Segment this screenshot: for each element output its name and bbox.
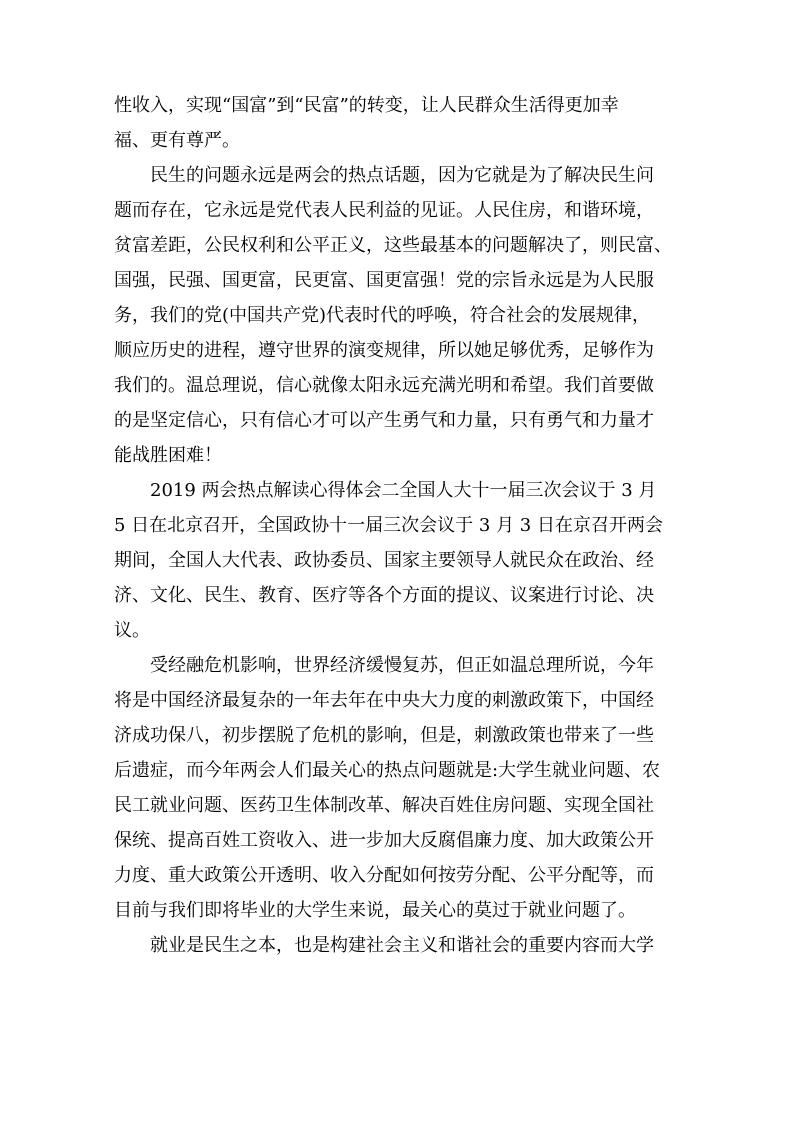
text-line-22: 保统、提高百姓工资收入、进一步加大反腐倡廉力度、加大政策公开 xyxy=(114,830,654,851)
text-line-8: 顺应历史的进程，遵守世界的演变规律，所以她足够优秀，足够作为 xyxy=(114,340,654,361)
text-line-1: 性收入，实现“国富”到“民富”的转变，让人民群众生活得更加幸 xyxy=(114,95,619,116)
text-line-4: 题而存在，它永远是党代表人民利益的见证。人民住房，和谐环境， xyxy=(114,200,654,221)
text-line-12: 2019 两会热点解读心得体会二全国人大十一届三次会议于 3 月 xyxy=(114,480,657,501)
text-line-16: 议。 xyxy=(114,620,150,641)
text-line-11: 能战胜困难！ xyxy=(114,445,222,466)
text-line-18: 将是中国经济最复杂的一年去年在中央大力度的刺激政策下，中国经 xyxy=(114,690,654,711)
text-line-13: 5 日在北京召开，全国政协十一届三次会议于 3 月 3 日在京召开两会 xyxy=(114,515,663,536)
text-line-17: 受经融危机影响，世界经济缓慢复苏，但正如温总理所说，今年 xyxy=(114,655,654,676)
text-line-19: 济成功保八，初步摆脱了危机的影响，但是，刺激政策也带来了一些 xyxy=(114,725,654,746)
text-line-6: 国强，民强、国更富，民更富、国更富强！党的宗旨永远是为人民服 xyxy=(114,270,654,291)
text-line-9: 我们的。温总理说，信心就像太阳永远充满光明和希望。我们首要做 xyxy=(114,375,654,396)
text-line-14: 期间，全国人大代表、政协委员、国家主要领导人就民众在政治、经 xyxy=(114,550,654,571)
text-line-7: 务，我们的党(中国共产党)代表时代的呼唤，符合社会的发展规律， xyxy=(114,305,651,326)
body-text xyxy=(114,88,684,963)
text-line-10: 的是坚定信心，只有信心才可以产生勇气和力量，只有勇气和力量才 xyxy=(114,410,654,431)
text-line-2: 福、更有尊严。 xyxy=(114,130,240,151)
text-line-5: 贫富差距，公民权利和公平正义，这些最基本的问题解决了，则民富、 xyxy=(114,235,672,256)
text-line-15: 济、文化、民生、教育、医疗等各个方面的提议、议案进行讨论、决 xyxy=(114,585,654,606)
text-line-3: 民生的问题永远是两会的热点话题，因为它就是为了解决民生问 xyxy=(114,165,654,186)
text-line-23: 力度、重大政策公开透明、收入分配如何按劳分配、公平分配等，而 xyxy=(114,865,654,886)
text-line-20: 后遗症，而今年两会人们最关心的热点问题就是:大学生就业问题、农 xyxy=(114,760,661,781)
text-line-21: 民工就业问题、医药卫生体制改革、解决百姓住房问题、实现全国社 xyxy=(114,795,654,816)
text-line-24: 目前与我们即将毕业的大学生来说，最关心的莫过于就业问题了。 xyxy=(114,900,636,921)
text-line-25: 就业是民生之本，也是构建社会主义和谐社会的重要内容而大学 xyxy=(114,935,654,956)
